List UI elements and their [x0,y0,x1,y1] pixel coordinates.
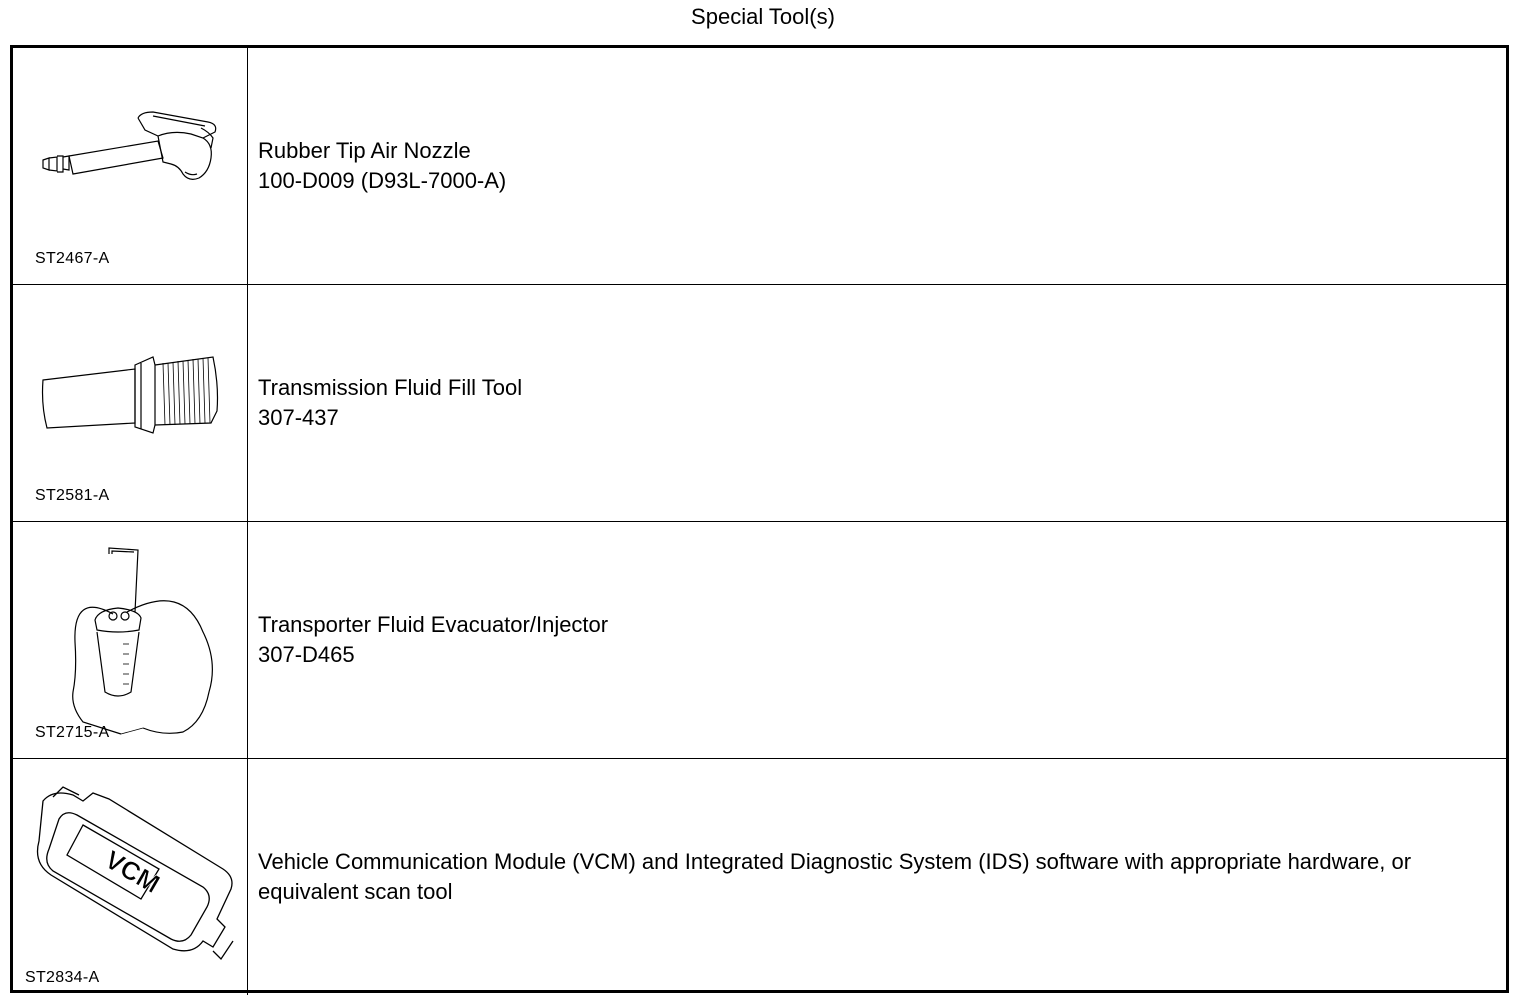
tool-number: 100-D009 (D93L-7000-A) [258,168,507,193]
tool-description [258,285,1488,521]
table-row [13,48,1506,285]
tool-name: Transmission Fluid Fill Tool [258,375,523,400]
tool-image-id: ST2467-A [35,250,110,267]
table-row [13,759,1506,995]
tool-image-cell [13,759,248,995]
special-tools-table [10,45,1509,993]
tool-description [258,48,1488,284]
vcm-logo: VCM [100,844,166,900]
tool-image-id: ST2834-A [25,969,100,986]
tool-image-cell [13,48,248,284]
table-row [13,522,1506,759]
tool-name: Rubber Tip Air Nozzle [258,138,471,163]
tool-number: 307-D465 [258,642,355,667]
table-row [13,285,1506,522]
tool-name: Vehicle Communication Module (VCM) and Integrated Diagnostic System (IDS) software with appropriate hardware, or equivalent scan tool [258,849,1412,904]
tool-description [258,522,1488,758]
tool-image-id: ST2715-A [35,724,110,741]
vcm-module-icon [13,759,248,995]
tool-image-id: ST2581-A [35,487,110,504]
tool-number: 307-437 [258,405,339,430]
tool-description [258,759,1488,995]
tool-name: Transporter Fluid Evacuator/Injector [258,612,609,637]
page-title: Special Tool(s) [691,4,835,29]
tool-image-cell [13,285,248,521]
tool-image-cell [13,522,248,758]
